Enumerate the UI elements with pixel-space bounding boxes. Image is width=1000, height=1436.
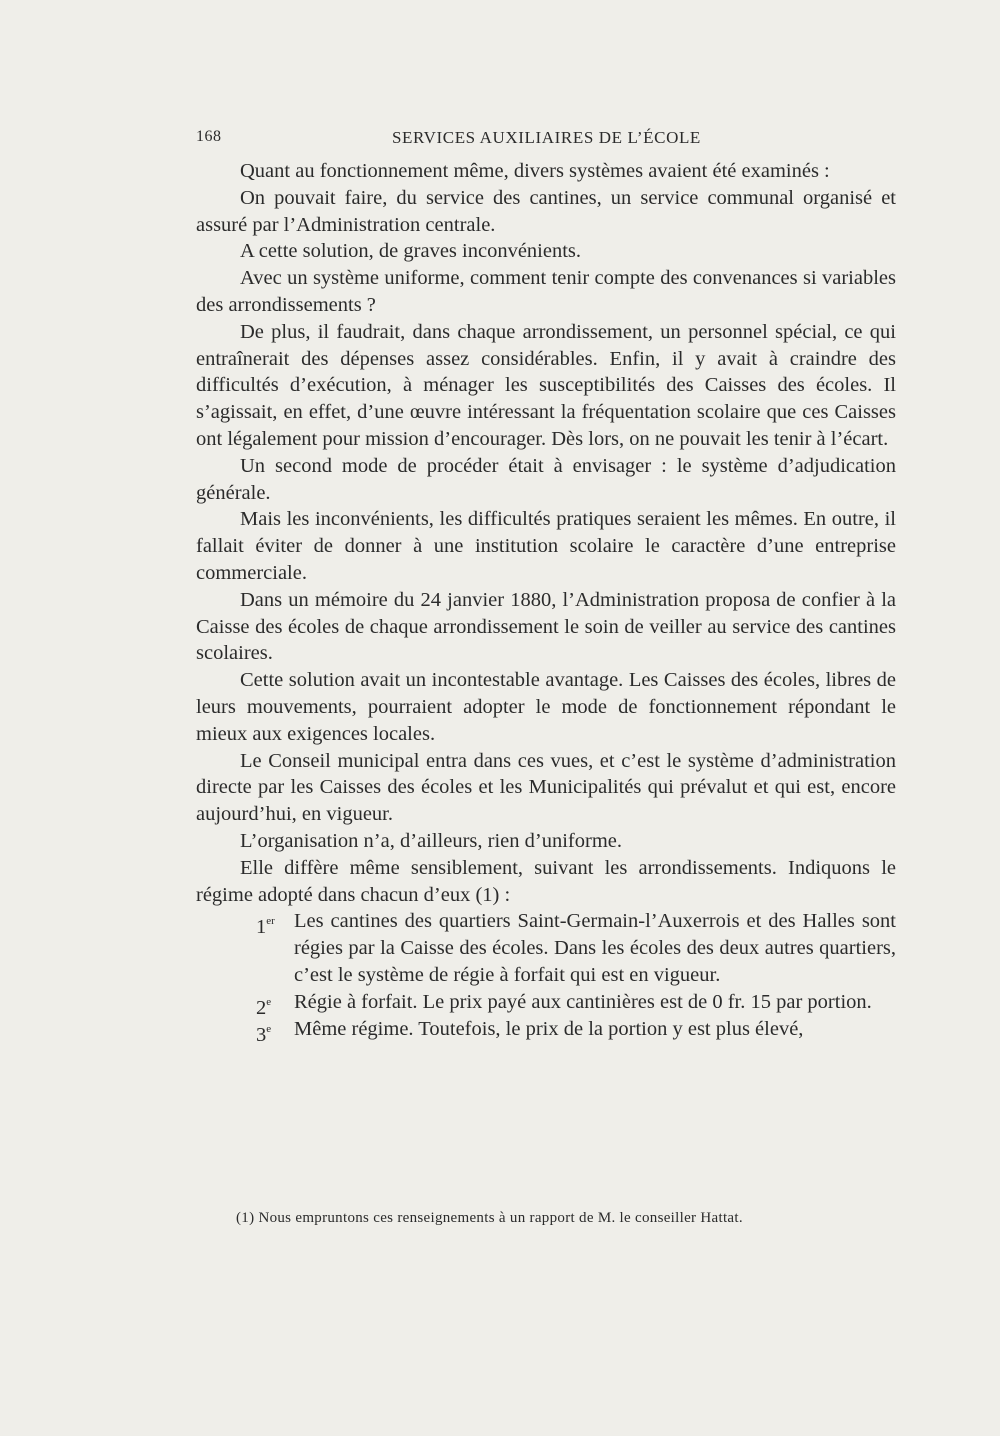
paragraph: On pouvait faire, du service des cantines, un service communal organisé et assuré par l’Administration centrale. — [196, 186, 896, 236]
list-item-text: Régie à forfait. Le prix payé aux cantinières est de 0 fr. 15 par portion. — [294, 990, 872, 1013]
paragraph: L’organisation n’a, d’ailleurs, rien d’uniforme. — [240, 829, 622, 852]
list-item — [196, 908, 896, 988]
list-item — [196, 1016, 896, 1046]
paragraph: Cette solution avait un incontestable avantage. Les Caisses des écoles, libres de leurs mouvements, pourraient adopter le mode de fonctionnement répondant le mieux aux exigences locales. — [196, 669, 896, 745]
body-text — [196, 158, 896, 1046]
paragraph: Quant au fonctionnement même, divers systèmes avaient été examinés : — [240, 160, 830, 182]
paragraph: A cette solution, de graves inconvénients. — [240, 240, 582, 263]
running-title: SERVICES AUXILIAIRES DE L’ÉCOLE — [392, 128, 701, 147]
page-header — [196, 128, 896, 156]
paragraph: Mais les inconvénients, les difficultés pratiques seraient les mêmes. En outre, il fallait éviter de donner à une institution scolaire le caractère d’une entreprise commerciale. — [196, 508, 896, 584]
paragraph: Dans un mémoire du 24 janvier 1880, l’Administration proposa de confier à la Caisse des écoles de chaque arrondissement le soin de veiller au service des cantines scolaires. — [196, 588, 896, 665]
list-number: 2e — [256, 995, 272, 1019]
list-item — [196, 989, 896, 1019]
footnote: (1) Nous empruntons ces renseignements à un rapport de M. le conseiller Hattat. — [236, 1210, 743, 1226]
list-number: 3e — [256, 1022, 272, 1046]
list-number: 1er — [256, 915, 275, 939]
page-number: 168 — [196, 128, 222, 145]
paragraph: De plus, il faudrait, dans chaque arrondissement, un personnel spécial, ce qui entraînerait des dépenses assez considérables. Enfin, il y avait à craindre des difficultés d’exécution, à ménager les susceptibilités des Caisses des écoles. Il s’agissait, en effet, d’une œuvre intéressant la fréquentation scolaire que ces Caisses ont légalement pour mission d’encourager. Dès lors, on ne pouvait les tenir à l’écart. — [196, 320, 896, 450]
list-item-text: Les cantines des quartiers Saint-Germain-l’Auxerrois et des Halles sont régies par la Caisse des écoles. Dans les écoles des deux autres quartiers, c’est le système de régie à forfait qui est en vigueur. — [294, 910, 896, 986]
paragraph: Le Conseil municipal entra dans ces vues, et c’est le système d’administration directe par les Caisses des écoles et les Municipalités qui prévalut et qui est, encore aujourd’hui, en vigueur. — [196, 749, 896, 826]
list-item-text: Même régime. Toutefois, le prix de la portion y est plus élevé, — [294, 1017, 804, 1040]
paragraph: Elle diffère même sensiblement, suivant les arrondissements. Indiquons le régime adopté dans chacun d’eux (1) : — [196, 856, 896, 906]
paragraph: Avec un système uniforme, comment tenir compte des convenances si variables des arrondissements ? — [196, 267, 896, 316]
paragraph: Un second mode de procéder était à envisager : le système d’adjudication générale. — [196, 454, 896, 504]
